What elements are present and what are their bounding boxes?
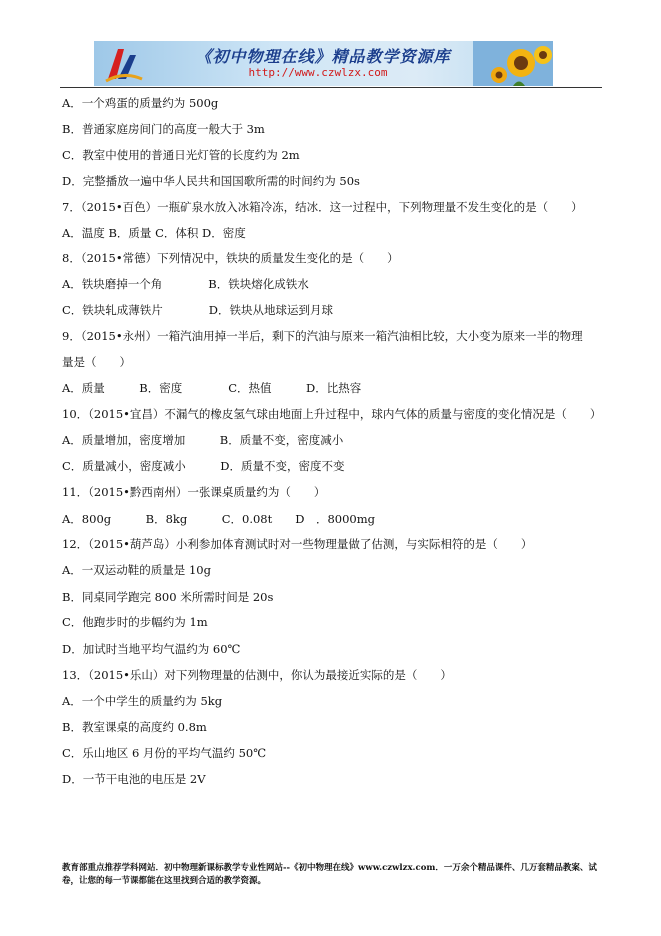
text-line: B．同桌同学跑完 800 米所需时间是 20s — [62, 590, 274, 604]
text-line: A．一个中学生的质量约为 5kg — [62, 694, 223, 708]
text-line: C．教室中使用的普通日光灯管的长度约为 2m — [62, 148, 300, 162]
text-line: 13．（2015•乐山）对下列物理量的估测中，你认为最接近实际的是（ ） — [62, 668, 452, 682]
sunflower-image — [473, 41, 553, 86]
text-line: D．完整播放一遍中华人民共和国国歌所需的时间约为 50s — [62, 174, 360, 188]
banner-url[interactable]: http://www.czwlzx.com — [248, 66, 388, 79]
text-line: C．乐山地区 6 月份的平均气温约 50℃ — [62, 746, 267, 760]
header-banner — [94, 41, 553, 86]
text-line: D．一节干电池的电压是 2V — [62, 772, 206, 786]
header-rule — [60, 87, 602, 88]
text-line: 7．（2015•百色）一瓶矿泉水放入冰箱冷冻，结冰．这一过程中，下列物理量不发生变化的是（ ） — [62, 200, 583, 214]
text-line: 12．（2015•葫芦岛）小利参加体育测试时对一些物理量做了估测，与实际相符的是（ ） — [62, 537, 533, 551]
text-line: 10．（2015•宜昌）不漏气的橡皮氢气球由地面上升过程中，球内气体的质量与密度的变化情况是（ ） — [62, 407, 602, 421]
text-line: 量是（ ） — [62, 355, 131, 369]
text-line: 9．（2015•永州）一箱汽油用掉一半后，剩下的汽油与原来一箱汽油相比较，大小变为原来一半的物理 — [62, 329, 583, 343]
site-logo — [104, 45, 144, 83]
text-line: 8．（2015•常德）下列情况中，铁块的质量发生变化的是（ ） — [62, 251, 399, 265]
banner-title: 《初中物理在线》精品教学资源库 — [195, 47, 451, 66]
text-line: C．铁块轧成薄铁片 D．铁块从地球运到月球 — [62, 303, 334, 317]
text-line: A．质量增加，密度增加 B．质量不变，密度减小 — [62, 433, 344, 447]
text-line: C．质量减小，密度减小 D．质量不变，密度不变 — [62, 459, 345, 473]
text-line: A．一双运动鞋的质量是 10g — [62, 563, 211, 577]
text-line: A．铁块磨掉一个角 B．铁块熔化成铁水 — [62, 277, 309, 291]
text-line: D．加试时当地平均气温约为 60℃ — [62, 642, 241, 656]
text-line: A．温度 B．质量 C．体积 D．密度 — [62, 226, 246, 240]
text-line: 11．（2015•黔西南州）一张课桌质量约为（ ） — [62, 485, 326, 499]
text-line: A．一个鸡蛋的质量约为 500g — [62, 96, 219, 110]
text-line: C．他跑步时的步幅约为 1m — [62, 615, 208, 629]
text-line: B．教室课桌的高度约 0.8m — [62, 720, 207, 734]
text-line: A．质量 B．密度 C．热值 D．比热容 — [62, 381, 362, 395]
page-footer: 教育部重点推荐学科网站．初中物理新课标教学专业性网站--《初中物理在线》www.czwlzx.com．一万余个精品课件、几万套精品教案、试卷，让您的每一节课都能在这里找到合适的教学资源。 — [62, 863, 597, 886]
text-line: B．普通家庭房间门的高度一般大于 3m — [62, 122, 265, 136]
text-line: A．800g B．8kg C．0.08t D ．8000mg — [62, 512, 375, 526]
